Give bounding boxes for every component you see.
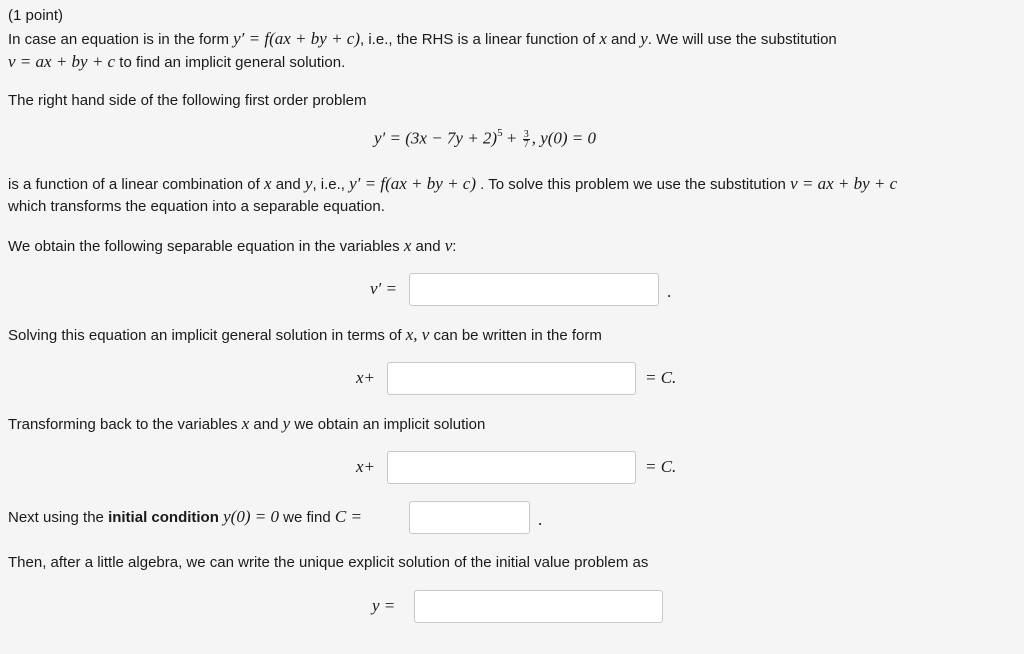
separable-text: We obtain the following separable equation in the variables bbox=[8, 238, 404, 255]
period: . bbox=[538, 510, 543, 529]
intro-text: . We will use the substitution bbox=[647, 31, 837, 48]
y-explicit-label: y = bbox=[372, 596, 396, 615]
explain-line-2: which transforms the equation into a separable equation. bbox=[8, 198, 385, 215]
vars-x-v: x, v bbox=[405, 325, 430, 344]
v-prime-label: v′ = bbox=[370, 279, 397, 298]
implicit-v-left-label: x+ bbox=[356, 368, 376, 387]
var-x: x bbox=[241, 414, 250, 433]
implicit-y-right-label: = C. bbox=[645, 457, 677, 476]
intro-line-1 bbox=[8, 29, 837, 50]
implicit-y-lead bbox=[8, 414, 485, 435]
c-value-answer-input[interactable] bbox=[409, 501, 530, 534]
var-y: y bbox=[640, 29, 648, 48]
var-v: v bbox=[444, 236, 453, 255]
implicit-text: can be written in the form bbox=[429, 327, 602, 344]
explain-text: , i.e., bbox=[312, 176, 350, 193]
var-y: y bbox=[304, 174, 313, 193]
implicit-v-right-label: = C. bbox=[645, 368, 677, 387]
var-y: y bbox=[282, 414, 291, 433]
ode-lhs: y′ = (3x − 7y + 2) bbox=[374, 128, 498, 148]
c-label: C = bbox=[334, 507, 362, 526]
fraction-numerator: 3 bbox=[523, 129, 529, 141]
var-x: x bbox=[403, 236, 412, 255]
implicit-text: Transforming back to the variables bbox=[8, 416, 242, 433]
ode-exponent: 5 bbox=[497, 127, 503, 139]
implicit-v-answer-input[interactable] bbox=[387, 362, 636, 395]
explain-line-1 bbox=[8, 174, 897, 195]
implicit-text: Solving this equation an implicit general solution in terms of bbox=[8, 327, 406, 344]
intro-text: and bbox=[606, 31, 641, 48]
explicit-lead: Then, after a little algebra, we can write the unique explicit solution of the initial value problem as bbox=[8, 554, 649, 571]
implicit-y-left-label: x+ bbox=[356, 457, 376, 476]
initial-text: we find bbox=[278, 509, 335, 526]
var-x: x bbox=[599, 29, 607, 48]
initial-condition-line bbox=[8, 507, 362, 528]
explain-text: . To solve this problem we use the substitution bbox=[476, 176, 791, 193]
implicit-v-lead bbox=[8, 325, 602, 346]
y-explicit-answer-input[interactable] bbox=[414, 590, 663, 623]
period: . bbox=[667, 282, 672, 301]
intro-text: to find an implicit general solution. bbox=[115, 54, 346, 71]
substitution-equation: v = ax + by + c bbox=[8, 52, 116, 71]
ode-initial-condition: , y(0) = 0 bbox=[531, 128, 597, 148]
implicit-text: and bbox=[249, 416, 283, 433]
intro-text: , i.e., the RHS is a linear function of bbox=[360, 31, 600, 48]
problem-lead: The right hand side of the following first order problem bbox=[8, 92, 367, 109]
ode-equation bbox=[374, 128, 596, 149]
ode-fraction bbox=[523, 130, 530, 149]
separable-lead bbox=[8, 236, 456, 257]
explain-text: and bbox=[271, 176, 305, 193]
var-x: x bbox=[263, 174, 272, 193]
ode-plus: + bbox=[502, 128, 521, 148]
separable-text: : bbox=[452, 238, 457, 255]
intro-line-2 bbox=[8, 52, 345, 73]
v-prime-answer-input[interactable] bbox=[409, 273, 659, 306]
implicit-y-answer-input[interactable] bbox=[387, 451, 636, 484]
implicit-text: we obtain an implicit solution bbox=[290, 416, 486, 433]
intro-form-equation: y′ = f(ax + by + c) bbox=[233, 29, 361, 48]
intro-text: In case an equation is in the form bbox=[8, 31, 234, 48]
initial-condition-equation: y(0) = 0 bbox=[218, 507, 279, 526]
explain-form-equation: y′ = f(ax + by + c) bbox=[349, 174, 477, 193]
explain-substitution: v = ax + by + c bbox=[790, 174, 898, 193]
initial-text: Next using the bbox=[8, 509, 109, 526]
explain-text: is a function of a linear combination of bbox=[8, 176, 264, 193]
separable-text: and bbox=[411, 238, 445, 255]
fraction-denominator: 7 bbox=[523, 139, 529, 151]
points-label: (1 point) bbox=[8, 7, 64, 24]
initial-condition-bold: initial condition bbox=[108, 509, 219, 526]
